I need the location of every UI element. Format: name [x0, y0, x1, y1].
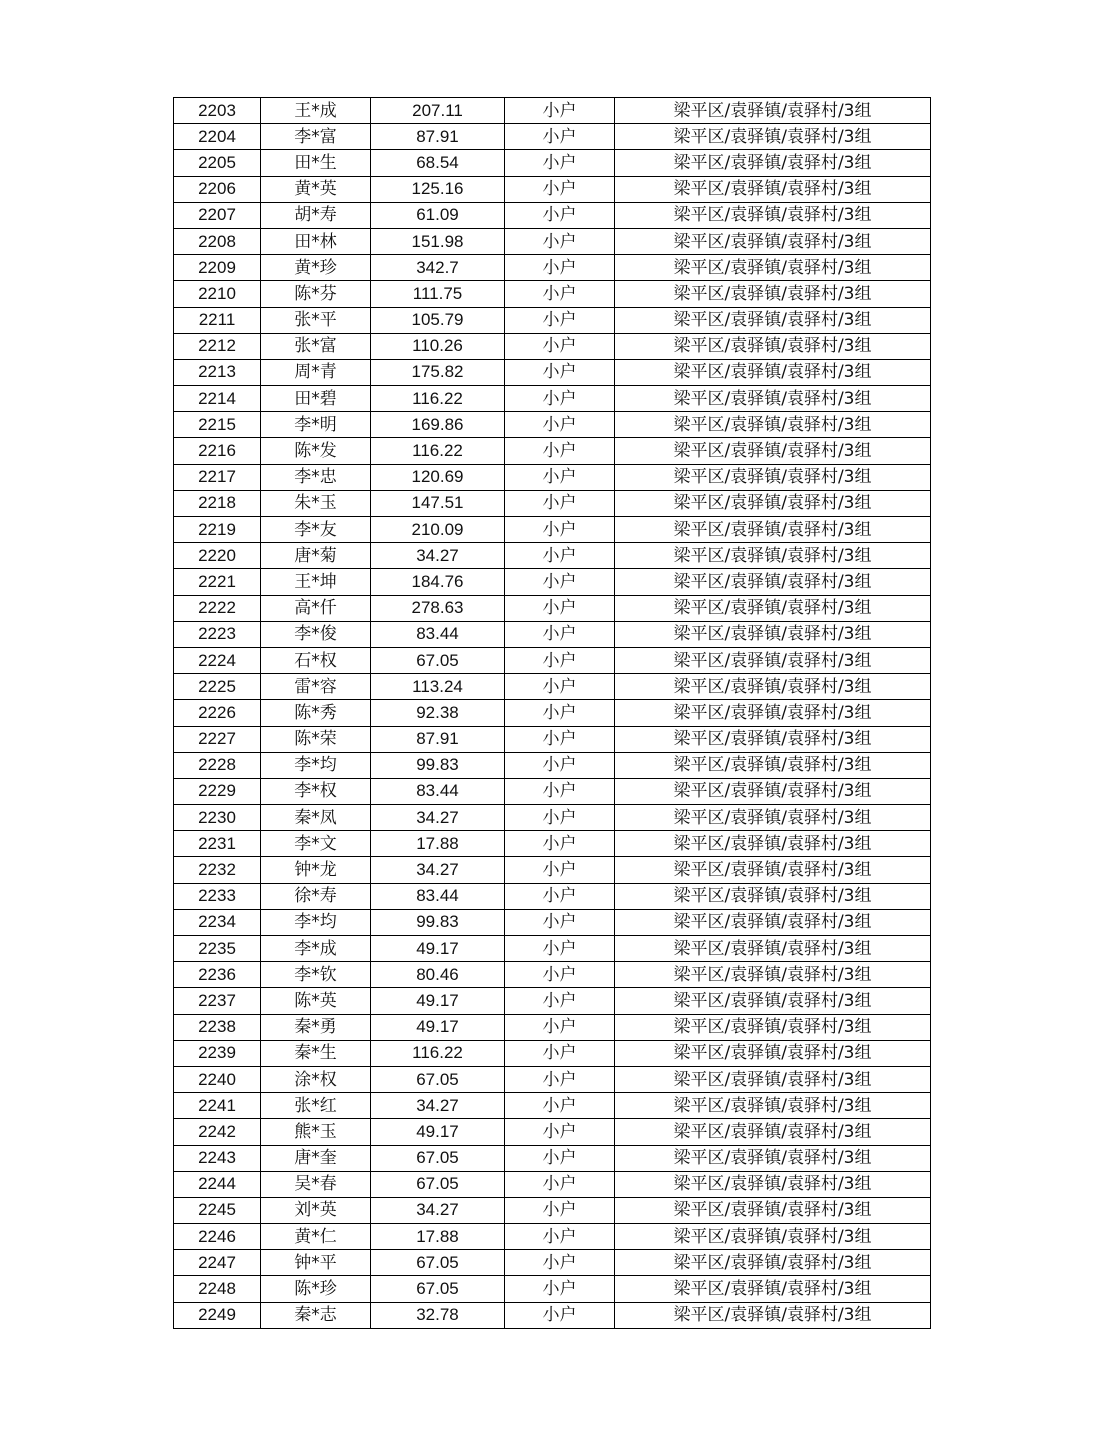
cell-name: 李*富 — [261, 124, 371, 150]
cell-id: 2240 — [174, 1066, 261, 1092]
cell-name: 李*俊 — [261, 621, 371, 647]
table-row — [174, 778, 931, 804]
cell-type: 小户 — [505, 1014, 615, 1040]
cell-address: 梁平区/袁驿镇/袁驿村/3组 — [615, 1171, 931, 1197]
cell-area: 67.05 — [371, 1276, 505, 1302]
cell-type: 小户 — [505, 333, 615, 359]
cell-id: 2208 — [174, 228, 261, 254]
cell-type: 小户 — [505, 98, 615, 124]
cell-address: 梁平区/袁驿镇/袁驿村/3组 — [615, 412, 931, 438]
table-row — [174, 647, 931, 673]
table-row — [174, 333, 931, 359]
cell-area: 184.76 — [371, 569, 505, 595]
cell-area: 83.44 — [371, 778, 505, 804]
table-row — [174, 490, 931, 516]
table-row — [174, 176, 931, 202]
cell-id: 2235 — [174, 936, 261, 962]
cell-name: 陈*英 — [261, 988, 371, 1014]
cell-name: 石*权 — [261, 647, 371, 673]
cell-id: 2226 — [174, 700, 261, 726]
cell-id: 2222 — [174, 595, 261, 621]
table-row — [174, 543, 931, 569]
cell-id: 2214 — [174, 386, 261, 412]
cell-name: 李*均 — [261, 909, 371, 935]
cell-type: 小户 — [505, 1224, 615, 1250]
cell-id: 2243 — [174, 1145, 261, 1171]
table-row — [174, 1302, 931, 1328]
cell-type: 小户 — [505, 752, 615, 778]
cell-type: 小户 — [505, 359, 615, 385]
table-row — [174, 1276, 931, 1302]
cell-type: 小户 — [505, 909, 615, 935]
cell-type: 小户 — [505, 988, 615, 1014]
cell-area: 68.54 — [371, 150, 505, 176]
cell-area: 110.26 — [371, 333, 505, 359]
cell-address: 梁平区/袁驿镇/袁驿村/3组 — [615, 150, 931, 176]
cell-name: 秦*勇 — [261, 1014, 371, 1040]
cell-id: 2228 — [174, 752, 261, 778]
cell-address: 梁平区/袁驿镇/袁驿村/3组 — [615, 726, 931, 752]
cell-name: 陈*珍 — [261, 1276, 371, 1302]
cell-area: 34.27 — [371, 1197, 505, 1223]
cell-name: 吴*春 — [261, 1171, 371, 1197]
table-body — [174, 98, 931, 1329]
cell-address: 梁平区/袁驿镇/袁驿村/3组 — [615, 1276, 931, 1302]
cell-id: 2203 — [174, 98, 261, 124]
cell-address: 梁平区/袁驿镇/袁驿村/3组 — [615, 1040, 931, 1066]
cell-type: 小户 — [505, 176, 615, 202]
cell-address: 梁平区/袁驿镇/袁驿村/3组 — [615, 359, 931, 385]
cell-address: 梁平区/袁驿镇/袁驿村/3组 — [615, 281, 931, 307]
cell-area: 67.05 — [371, 1145, 505, 1171]
cell-area: 169.86 — [371, 412, 505, 438]
cell-type: 小户 — [505, 1145, 615, 1171]
cell-id: 2241 — [174, 1093, 261, 1119]
cell-id: 2231 — [174, 831, 261, 857]
cell-area: 105.79 — [371, 307, 505, 333]
cell-name: 陈*芬 — [261, 281, 371, 307]
cell-id: 2224 — [174, 647, 261, 673]
table-row — [174, 1145, 931, 1171]
table-row — [174, 831, 931, 857]
table-row — [174, 1224, 931, 1250]
cell-type: 小户 — [505, 1250, 615, 1276]
cell-address: 梁平区/袁驿镇/袁驿村/3组 — [615, 333, 931, 359]
cell-address: 梁平区/袁驿镇/袁驿村/3组 — [615, 517, 931, 543]
cell-name: 李*文 — [261, 831, 371, 857]
cell-type: 小户 — [505, 1040, 615, 1066]
cell-area: 32.78 — [371, 1302, 505, 1328]
cell-type: 小户 — [505, 857, 615, 883]
table-row — [174, 988, 931, 1014]
cell-id: 2238 — [174, 1014, 261, 1040]
cell-name: 周*青 — [261, 359, 371, 385]
cell-address: 梁平区/袁驿镇/袁驿村/3组 — [615, 778, 931, 804]
cell-area: 67.05 — [371, 1250, 505, 1276]
cell-id: 2210 — [174, 281, 261, 307]
cell-id: 2204 — [174, 124, 261, 150]
cell-address: 梁平区/袁驿镇/袁驿村/3组 — [615, 752, 931, 778]
cell-address: 梁平区/袁驿镇/袁驿村/3组 — [615, 202, 931, 228]
cell-area: 67.05 — [371, 647, 505, 673]
cell-type: 小户 — [505, 647, 615, 673]
table-row — [174, 1093, 931, 1119]
table-row — [174, 150, 931, 176]
table-row — [174, 1171, 931, 1197]
cell-address: 梁平区/袁驿镇/袁驿村/3组 — [615, 647, 931, 673]
table-row — [174, 438, 931, 464]
cell-area: 120.69 — [371, 464, 505, 490]
cell-area: 80.46 — [371, 962, 505, 988]
cell-address: 梁平区/袁驿镇/袁驿村/3组 — [615, 700, 931, 726]
cell-id: 2239 — [174, 1040, 261, 1066]
cell-area: 67.05 — [371, 1171, 505, 1197]
table-row — [174, 962, 931, 988]
cell-type: 小户 — [505, 1197, 615, 1223]
cell-id: 2206 — [174, 176, 261, 202]
cell-id: 2236 — [174, 962, 261, 988]
cell-area: 34.27 — [371, 543, 505, 569]
cell-area: 34.27 — [371, 857, 505, 883]
cell-name: 李*钦 — [261, 962, 371, 988]
cell-type: 小户 — [505, 1171, 615, 1197]
table-row — [174, 464, 931, 490]
cell-address: 梁平区/袁驿镇/袁驿村/3组 — [615, 1197, 931, 1223]
cell-type: 小户 — [505, 464, 615, 490]
cell-id: 2225 — [174, 674, 261, 700]
cell-type: 小户 — [505, 726, 615, 752]
cell-area: 49.17 — [371, 988, 505, 1014]
cell-type: 小户 — [505, 281, 615, 307]
table-row — [174, 726, 931, 752]
cell-address: 梁平区/袁驿镇/袁驿村/3组 — [615, 621, 931, 647]
cell-type: 小户 — [505, 936, 615, 962]
cell-name: 唐*奎 — [261, 1145, 371, 1171]
cell-area: 67.05 — [371, 1066, 505, 1092]
cell-name: 秦*生 — [261, 1040, 371, 1066]
cell-name: 田*生 — [261, 150, 371, 176]
cell-area: 92.38 — [371, 700, 505, 726]
cell-id: 2246 — [174, 1224, 261, 1250]
cell-id: 2242 — [174, 1119, 261, 1145]
table-row — [174, 1250, 931, 1276]
cell-name: 陈*秀 — [261, 700, 371, 726]
household-table — [173, 97, 931, 1329]
cell-type: 小户 — [505, 543, 615, 569]
cell-type: 小户 — [505, 569, 615, 595]
cell-address: 梁平区/袁驿镇/袁驿村/3组 — [615, 228, 931, 254]
cell-type: 小户 — [505, 124, 615, 150]
cell-type: 小户 — [505, 1119, 615, 1145]
cell-name: 钟*龙 — [261, 857, 371, 883]
cell-type: 小户 — [505, 228, 615, 254]
cell-area: 17.88 — [371, 1224, 505, 1250]
cell-name: 张*富 — [261, 333, 371, 359]
cell-name: 李*成 — [261, 936, 371, 962]
cell-address: 梁平区/袁驿镇/袁驿村/3组 — [615, 805, 931, 831]
cell-name: 秦*凤 — [261, 805, 371, 831]
table-row — [174, 1040, 931, 1066]
cell-address: 梁平区/袁驿镇/袁驿村/3组 — [615, 569, 931, 595]
cell-id: 2230 — [174, 805, 261, 831]
cell-id: 2207 — [174, 202, 261, 228]
cell-id: 2248 — [174, 1276, 261, 1302]
cell-area: 210.09 — [371, 517, 505, 543]
table-row — [174, 857, 931, 883]
table-row — [174, 1066, 931, 1092]
cell-address: 梁平区/袁驿镇/袁驿村/3组 — [615, 438, 931, 464]
cell-id: 2244 — [174, 1171, 261, 1197]
cell-name: 张*红 — [261, 1093, 371, 1119]
cell-address: 梁平区/袁驿镇/袁驿村/3组 — [615, 386, 931, 412]
cell-address: 梁平区/袁驿镇/袁驿村/3组 — [615, 255, 931, 281]
cell-id: 2205 — [174, 150, 261, 176]
table-row — [174, 569, 931, 595]
cell-name: 胡*寿 — [261, 202, 371, 228]
cell-id: 2211 — [174, 307, 261, 333]
cell-type: 小户 — [505, 412, 615, 438]
cell-area: 207.11 — [371, 98, 505, 124]
table-row — [174, 307, 931, 333]
cell-id: 2234 — [174, 909, 261, 935]
cell-id: 2245 — [174, 1197, 261, 1223]
cell-id: 2216 — [174, 438, 261, 464]
cell-name: 黄*仁 — [261, 1224, 371, 1250]
cell-address: 梁平区/袁驿镇/袁驿村/3组 — [615, 962, 931, 988]
cell-type: 小户 — [505, 1093, 615, 1119]
cell-id: 2249 — [174, 1302, 261, 1328]
cell-type: 小户 — [505, 1066, 615, 1092]
cell-address: 梁平区/袁驿镇/袁驿村/3组 — [615, 1066, 931, 1092]
cell-type: 小户 — [505, 490, 615, 516]
cell-area: 151.98 — [371, 228, 505, 254]
table-row — [174, 386, 931, 412]
cell-area: 147.51 — [371, 490, 505, 516]
cell-area: 99.83 — [371, 752, 505, 778]
cell-name: 李*权 — [261, 778, 371, 804]
cell-name: 徐*寿 — [261, 883, 371, 909]
cell-address: 梁平区/袁驿镇/袁驿村/3组 — [615, 1250, 931, 1276]
cell-type: 小户 — [505, 621, 615, 647]
table-row — [174, 228, 931, 254]
cell-id: 2209 — [174, 255, 261, 281]
cell-type: 小户 — [505, 805, 615, 831]
cell-address: 梁平区/袁驿镇/袁驿村/3组 — [615, 909, 931, 935]
cell-address: 梁平区/袁驿镇/袁驿村/3组 — [615, 1145, 931, 1171]
cell-address: 梁平区/袁驿镇/袁驿村/3组 — [615, 988, 931, 1014]
table-row — [174, 124, 931, 150]
table-row — [174, 909, 931, 935]
table-row — [174, 255, 931, 281]
cell-area: 34.27 — [371, 805, 505, 831]
cell-type: 小户 — [505, 150, 615, 176]
table-row — [174, 1197, 931, 1223]
cell-name: 朱*玉 — [261, 490, 371, 516]
table-row — [174, 674, 931, 700]
cell-type: 小户 — [505, 202, 615, 228]
cell-area: 87.91 — [371, 124, 505, 150]
table-row — [174, 936, 931, 962]
cell-name: 李*忠 — [261, 464, 371, 490]
cell-address: 梁平区/袁驿镇/袁驿村/3组 — [615, 1014, 931, 1040]
cell-address: 梁平区/袁驿镇/袁驿村/3组 — [615, 1119, 931, 1145]
cell-type: 小户 — [505, 962, 615, 988]
cell-id: 2247 — [174, 1250, 261, 1276]
table-row — [174, 700, 931, 726]
cell-type: 小户 — [505, 595, 615, 621]
cell-type: 小户 — [505, 883, 615, 909]
cell-name: 王*成 — [261, 98, 371, 124]
table-row — [174, 805, 931, 831]
cell-address: 梁平区/袁驿镇/袁驿村/3组 — [615, 936, 931, 962]
cell-type: 小户 — [505, 255, 615, 281]
cell-area: 116.22 — [371, 1040, 505, 1066]
cell-address: 梁平区/袁驿镇/袁驿村/3组 — [615, 674, 931, 700]
cell-name: 黄*英 — [261, 176, 371, 202]
cell-area: 83.44 — [371, 883, 505, 909]
cell-id: 2217 — [174, 464, 261, 490]
cell-name: 李*友 — [261, 517, 371, 543]
cell-id: 2237 — [174, 988, 261, 1014]
cell-type: 小户 — [505, 386, 615, 412]
cell-area: 99.83 — [371, 909, 505, 935]
cell-address: 梁平区/袁驿镇/袁驿村/3组 — [615, 490, 931, 516]
cell-id: 2233 — [174, 883, 261, 909]
cell-address: 梁平区/袁驿镇/袁驿村/3组 — [615, 857, 931, 883]
cell-name: 熊*玉 — [261, 1119, 371, 1145]
table-row — [174, 595, 931, 621]
cell-name: 田*林 — [261, 228, 371, 254]
cell-area: 87.91 — [371, 726, 505, 752]
cell-area: 278.63 — [371, 595, 505, 621]
cell-area: 116.22 — [371, 438, 505, 464]
cell-name: 雷*容 — [261, 674, 371, 700]
table-row — [174, 752, 931, 778]
table-row — [174, 202, 931, 228]
cell-id: 2227 — [174, 726, 261, 752]
cell-address: 梁平区/袁驿镇/袁驿村/3组 — [615, 1093, 931, 1119]
table-row — [174, 1119, 931, 1145]
cell-address: 梁平区/袁驿镇/袁驿村/3组 — [615, 176, 931, 202]
cell-name: 李*明 — [261, 412, 371, 438]
cell-type: 小户 — [505, 700, 615, 726]
cell-area: 34.27 — [371, 1093, 505, 1119]
cell-area: 49.17 — [371, 1014, 505, 1040]
cell-area: 17.88 — [371, 831, 505, 857]
cell-type: 小户 — [505, 517, 615, 543]
cell-address: 梁平区/袁驿镇/袁驿村/3组 — [615, 1302, 931, 1328]
cell-type: 小户 — [505, 1276, 615, 1302]
cell-type: 小户 — [505, 307, 615, 333]
cell-type: 小户 — [505, 831, 615, 857]
cell-id: 2223 — [174, 621, 261, 647]
cell-id: 2219 — [174, 517, 261, 543]
cell-id: 2232 — [174, 857, 261, 883]
cell-name: 刘*英 — [261, 1197, 371, 1223]
cell-address: 梁平区/袁驿镇/袁驿村/3组 — [615, 464, 931, 490]
cell-name: 李*均 — [261, 752, 371, 778]
cell-area: 342.7 — [371, 255, 505, 281]
cell-address: 梁平区/袁驿镇/袁驿村/3组 — [615, 543, 931, 569]
table-row — [174, 1014, 931, 1040]
cell-id: 2215 — [174, 412, 261, 438]
cell-id: 2220 — [174, 543, 261, 569]
table-row — [174, 412, 931, 438]
cell-id: 2213 — [174, 359, 261, 385]
cell-name: 涂*权 — [261, 1066, 371, 1092]
cell-name: 钟*平 — [261, 1250, 371, 1276]
cell-address: 梁平区/袁驿镇/袁驿村/3组 — [615, 831, 931, 857]
table-row — [174, 517, 931, 543]
cell-address: 梁平区/袁驿镇/袁驿村/3组 — [615, 595, 931, 621]
cell-area: 175.82 — [371, 359, 505, 385]
cell-area: 61.09 — [371, 202, 505, 228]
cell-area: 125.16 — [371, 176, 505, 202]
cell-address: 梁平区/袁驿镇/袁驿村/3组 — [615, 124, 931, 150]
cell-type: 小户 — [505, 778, 615, 804]
table-row — [174, 621, 931, 647]
table-row — [174, 98, 931, 124]
table-row — [174, 281, 931, 307]
cell-name: 王*坤 — [261, 569, 371, 595]
cell-area: 113.24 — [371, 674, 505, 700]
cell-area: 111.75 — [371, 281, 505, 307]
cell-area: 49.17 — [371, 1119, 505, 1145]
cell-area: 49.17 — [371, 936, 505, 962]
cell-type: 小户 — [505, 1302, 615, 1328]
cell-address: 梁平区/袁驿镇/袁驿村/3组 — [615, 307, 931, 333]
cell-area: 116.22 — [371, 386, 505, 412]
cell-name: 秦*志 — [261, 1302, 371, 1328]
cell-name: 唐*菊 — [261, 543, 371, 569]
cell-area: 83.44 — [371, 621, 505, 647]
cell-name: 陈*发 — [261, 438, 371, 464]
cell-id: 2212 — [174, 333, 261, 359]
table-row — [174, 883, 931, 909]
cell-id: 2218 — [174, 490, 261, 516]
cell-name: 陈*荣 — [261, 726, 371, 752]
cell-name: 张*平 — [261, 307, 371, 333]
cell-name: 黄*珍 — [261, 255, 371, 281]
cell-address: 梁平区/袁驿镇/袁驿村/3组 — [615, 98, 931, 124]
cell-address: 梁平区/袁驿镇/袁驿村/3组 — [615, 883, 931, 909]
cell-type: 小户 — [505, 438, 615, 464]
cell-name: 田*碧 — [261, 386, 371, 412]
cell-type: 小户 — [505, 674, 615, 700]
cell-id: 2221 — [174, 569, 261, 595]
table-row — [174, 359, 931, 385]
cell-id: 2229 — [174, 778, 261, 804]
cell-name: 高*仟 — [261, 595, 371, 621]
cell-address: 梁平区/袁驿镇/袁驿村/3组 — [615, 1224, 931, 1250]
